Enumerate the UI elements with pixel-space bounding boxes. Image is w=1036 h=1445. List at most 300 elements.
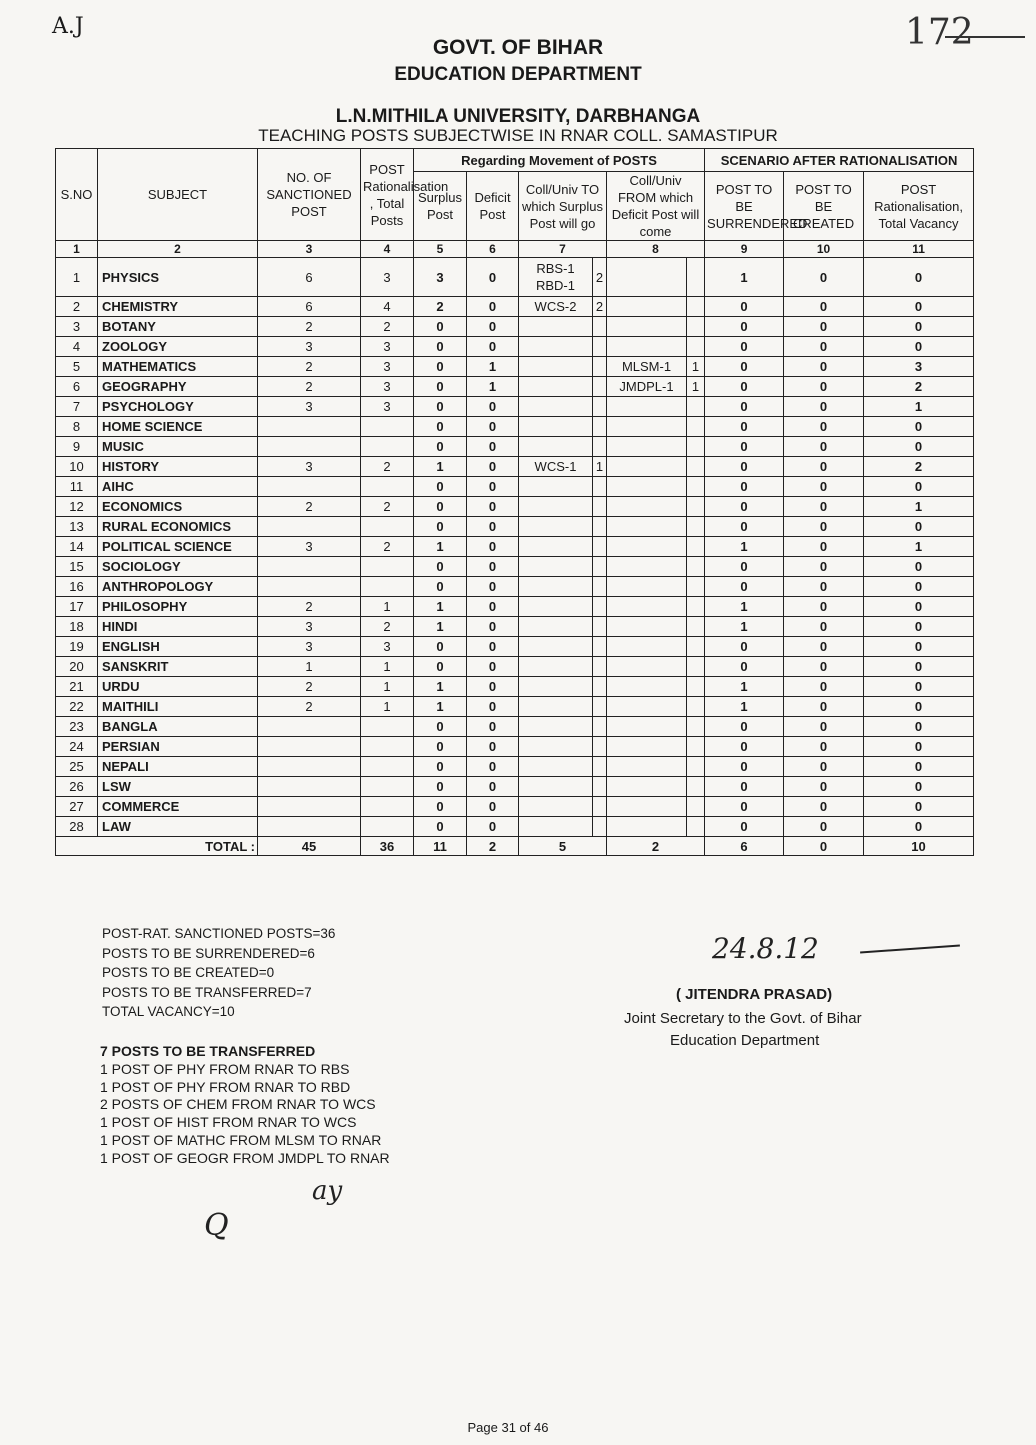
cell-to-count (593, 437, 607, 457)
cell-post-rationalisation: 1 (361, 657, 414, 677)
colnum: 7 (519, 241, 607, 258)
cell-subject: PSYCHOLOGY (98, 397, 258, 417)
cell-post-rationalisation: 2 (361, 457, 414, 477)
cell-deficit: 0 (467, 777, 519, 797)
cell-vacancy: 0 (864, 757, 974, 777)
cell-surrender: 0 (705, 817, 784, 837)
cell-to-count (593, 657, 607, 677)
cell-surplus: 2 (414, 297, 467, 317)
cell-vacancy: 0 (864, 657, 974, 677)
cell-to (519, 757, 593, 777)
table-row (56, 377, 974, 397)
cell-surrender: 0 (705, 577, 784, 597)
cell-vacancy: 0 (864, 637, 974, 657)
cell-from (607, 497, 687, 517)
cell-post-rationalisation: 1 (361, 677, 414, 697)
cell-vacancy: 0 (864, 677, 974, 697)
cell-vacancy: 0 (864, 697, 974, 717)
cell-surplus: 0 (414, 637, 467, 657)
cell-post-rationalisation (361, 417, 414, 437)
cell-sno: 23 (56, 717, 98, 737)
cell-to-count (593, 337, 607, 357)
cell-created: 0 (784, 437, 864, 457)
cell-to-count (593, 757, 607, 777)
total-deficit: 2 (467, 837, 519, 856)
cell-post-rationalisation (361, 517, 414, 537)
colnum: 5 (414, 241, 467, 258)
cell-sanctioned: 1 (258, 657, 361, 677)
cell-surrender: 0 (705, 797, 784, 817)
cell-from-count (687, 258, 705, 297)
cell-created: 0 (784, 717, 864, 737)
total-created: 0 (784, 837, 864, 856)
cell-vacancy: 0 (864, 417, 974, 437)
cell-sanctioned (258, 557, 361, 577)
cell-surrender: 0 (705, 637, 784, 657)
cell-from-count (687, 597, 705, 617)
cell-created: 0 (784, 337, 864, 357)
corner-handwritten-mark: A.J (52, 14, 84, 39)
cell-sno: 21 (56, 677, 98, 697)
cell-post-rationalisation: 3 (361, 337, 414, 357)
cell-surplus: 0 (414, 517, 467, 537)
cell-to (519, 737, 593, 757)
cell-sno: 1 (56, 258, 98, 297)
cell-surrender: 0 (705, 777, 784, 797)
cell-created: 0 (784, 517, 864, 537)
cell-to (519, 477, 593, 497)
cell-created: 0 (784, 757, 864, 777)
cell-from (607, 637, 687, 657)
cell-from (607, 477, 687, 497)
cell-deficit: 1 (467, 377, 519, 397)
cell-created: 0 (784, 397, 864, 417)
cell-deficit: 0 (467, 497, 519, 517)
colnum: 11 (864, 241, 974, 258)
cell-to (519, 817, 593, 837)
cell-deficit: 0 (467, 737, 519, 757)
cell-sanctioned: 2 (258, 497, 361, 517)
table-row (56, 677, 974, 697)
cell-from-count (687, 677, 705, 697)
cell-subject: BOTANY (98, 317, 258, 337)
cell-subject: MAITHILI (98, 697, 258, 717)
cell-from-count (687, 437, 705, 457)
cell-sno: 19 (56, 637, 98, 657)
cell-subject: ENGLISH (98, 637, 258, 657)
cell-from (607, 777, 687, 797)
cell-from (607, 597, 687, 617)
table-row (56, 617, 974, 637)
cell-created: 0 (784, 417, 864, 437)
cell-post-rationalisation (361, 737, 414, 757)
cell-sanctioned: 2 (258, 597, 361, 617)
table-row (56, 417, 974, 437)
table-row (56, 597, 974, 617)
cell-surplus: 0 (414, 497, 467, 517)
cell-created: 0 (784, 657, 864, 677)
colnum: 9 (705, 241, 784, 258)
cell-created: 0 (784, 677, 864, 697)
cell-subject: MUSIC (98, 437, 258, 457)
total-label: TOTAL : (56, 837, 258, 856)
cell-from-count (687, 817, 705, 837)
cell-surrender: 0 (705, 717, 784, 737)
cell-to (519, 577, 593, 597)
cell-post-rationalisation: 3 (361, 377, 414, 397)
cell-vacancy: 1 (864, 397, 974, 417)
cell-created: 0 (784, 477, 864, 497)
transfers-heading: 7 POSTS TO BE TRANSFERRED (100, 1043, 316, 1059)
cell-created: 0 (784, 737, 864, 757)
colnum: 8 (607, 241, 705, 258)
cell-from (607, 297, 687, 317)
cell-vacancy: 3 (864, 357, 974, 377)
cell-sno: 24 (56, 737, 98, 757)
cell-to-count (593, 557, 607, 577)
cell-deficit: 0 (467, 797, 519, 817)
cell-sno: 27 (56, 797, 98, 817)
cell-vacancy: 0 (864, 258, 974, 297)
handwritten-initials: Q (204, 1208, 229, 1243)
cell-surrender: 0 (705, 357, 784, 377)
cell-surplus: 0 (414, 777, 467, 797)
transfer-item: 1 POST OF PHY FROM RNAR TO RBD (100, 1078, 351, 1095)
cell-from (607, 797, 687, 817)
cell-vacancy: 1 (864, 497, 974, 517)
cell-vacancy: 0 (864, 337, 974, 357)
cell-to (519, 357, 593, 377)
cell-subject: ECONOMICS (98, 497, 258, 517)
header-from: Coll/Univ FROM which Deficit Post will come (607, 172, 705, 241)
cell-sanctioned (258, 777, 361, 797)
cell-from (607, 677, 687, 697)
cell-post-rationalisation (361, 577, 414, 597)
cell-post-rationalisation: 2 (361, 317, 414, 337)
cell-surplus: 1 (414, 617, 467, 637)
cell-created: 0 (784, 557, 864, 577)
table-row (56, 697, 974, 717)
cell-deficit: 1 (467, 357, 519, 377)
cell-to-count: 2 (593, 297, 607, 317)
cell-surplus: 0 (414, 757, 467, 777)
cell-to-count (593, 717, 607, 737)
cell-from-count (687, 537, 705, 557)
cell-deficit: 0 (467, 577, 519, 597)
cell-post-rationalisation: 2 (361, 537, 414, 557)
cell-vacancy: 0 (864, 297, 974, 317)
cell-to-count (593, 417, 607, 437)
table-row (56, 817, 974, 837)
signatory-department: Education Department (670, 1032, 820, 1049)
cell-from (607, 817, 687, 837)
cell-surplus: 0 (414, 377, 467, 397)
cell-surrender: 0 (705, 397, 784, 417)
cell-to-count (593, 477, 607, 497)
transfer-item: 1 POST OF GEOGR FROM JMDPL TO RNAR (100, 1149, 390, 1166)
cell-subject: CHEMISTRY (98, 297, 258, 317)
cell-from-count (687, 477, 705, 497)
cell-sno: 12 (56, 497, 98, 517)
cell-created: 0 (784, 817, 864, 837)
colnum: 4 (361, 241, 414, 258)
cell-to: WCS-2 (519, 297, 593, 317)
table-body (56, 241, 974, 856)
cell-subject: HINDI (98, 617, 258, 637)
cell-subject: PHYSICS (98, 258, 258, 297)
cell-sanctioned: 2 (258, 317, 361, 337)
cell-subject: URDU (98, 677, 258, 697)
cell-to-count (593, 617, 607, 637)
cell-from (607, 317, 687, 337)
signatory-name: ( JITENDRA PRASAD) (676, 986, 833, 1003)
cell-surrender: 0 (705, 457, 784, 477)
cell-to: RBS-1 RBD-1 (519, 258, 593, 297)
cell-sno: 17 (56, 597, 98, 617)
header-surrender: POST TO BE SURRENDERED (705, 172, 784, 241)
cell-surplus: 0 (414, 717, 467, 737)
cell-from: MLSM-1 (607, 357, 687, 377)
cell-surplus: 0 (414, 657, 467, 677)
cell-to (519, 677, 593, 697)
cell-sanctioned: 2 (258, 377, 361, 397)
cell-surplus: 1 (414, 457, 467, 477)
cell-deficit: 0 (467, 677, 519, 697)
cell-surrender: 0 (705, 737, 784, 757)
cell-to (519, 437, 593, 457)
header-to: Coll/Univ TO which Surplus Post will go (519, 172, 607, 241)
cell-surplus: 1 (414, 537, 467, 557)
summary-line: POSTS TO BE CREATED=0 (102, 965, 275, 980)
cell-from-count (687, 557, 705, 577)
cell-surplus: 0 (414, 417, 467, 437)
cell-surplus: 0 (414, 557, 467, 577)
table-row (56, 637, 974, 657)
cell-sanctioned (258, 797, 361, 817)
cell-deficit: 0 (467, 657, 519, 677)
cell-from-count (687, 517, 705, 537)
cell-from (607, 657, 687, 677)
cell-surrender: 0 (705, 477, 784, 497)
cell-deficit: 0 (467, 437, 519, 457)
cell-from (607, 757, 687, 777)
transfer-item: 1 POST OF HIST FROM RNAR TO WCS (100, 1114, 357, 1131)
cell-from-count (687, 417, 705, 437)
cell-sno: 18 (56, 617, 98, 637)
cell-surplus: 1 (414, 597, 467, 617)
cell-created: 0 (784, 457, 864, 477)
cell-from-count (687, 317, 705, 337)
cell-sanctioned: 6 (258, 258, 361, 297)
table-row (56, 337, 974, 357)
cell-subject: RURAL ECONOMICS (98, 517, 258, 537)
cell-subject: PHILOSOPHY (98, 597, 258, 617)
cell-to (519, 417, 593, 437)
total-surrender: 6 (705, 837, 784, 856)
cell-sno: 14 (56, 537, 98, 557)
cell-to (519, 797, 593, 817)
cell-sanctioned (258, 717, 361, 737)
cell-from (607, 737, 687, 757)
cell-from-count (687, 457, 705, 477)
cell-sno: 4 (56, 337, 98, 357)
cell-sno: 8 (56, 417, 98, 437)
total-sanctioned: 45 (258, 837, 361, 856)
cell-surrender: 1 (705, 697, 784, 717)
table-row (56, 757, 974, 777)
table-row (56, 517, 974, 537)
table-row (56, 497, 974, 517)
cell-sno: 3 (56, 317, 98, 337)
cell-subject: AIHC (98, 477, 258, 497)
cell-subject: HOME SCIENCE (98, 417, 258, 437)
cell-deficit: 0 (467, 317, 519, 337)
cell-deficit: 0 (467, 717, 519, 737)
govt-heading: GOVT. OF BIHAR (432, 36, 604, 59)
cell-deficit: 0 (467, 697, 519, 717)
cell-surrender: 0 (705, 497, 784, 517)
cell-sanctioned: 3 (258, 537, 361, 557)
table-row (56, 797, 974, 817)
cell-surrender: 0 (705, 557, 784, 577)
cell-from (607, 258, 687, 297)
cell-surrender: 0 (705, 437, 784, 457)
cell-sno: 13 (56, 517, 98, 537)
cell-subject: ZOOLOGY (98, 337, 258, 357)
cell-surrender: 1 (705, 258, 784, 297)
cell-created: 0 (784, 377, 864, 397)
cell-to (519, 497, 593, 517)
cell-to (519, 317, 593, 337)
cell-created: 0 (784, 497, 864, 517)
group-movement: Regarding Movement of POSTS (414, 149, 705, 172)
posts-table (55, 148, 974, 856)
cell-to (519, 617, 593, 637)
cell-deficit: 0 (467, 757, 519, 777)
colnum: 3 (258, 241, 361, 258)
page-footer: Page 31 of 46 (467, 1420, 549, 1435)
cell-subject: MATHEMATICS (98, 357, 258, 377)
cell-sanctioned: 3 (258, 337, 361, 357)
cell-to-count (593, 677, 607, 697)
cell-from-count (687, 617, 705, 637)
cell-surrender: 1 (705, 537, 784, 557)
handwritten-page-number: 172 (905, 12, 974, 53)
cell-from (607, 517, 687, 537)
cell-to: WCS-1 (519, 457, 593, 477)
cell-to-count (593, 697, 607, 717)
cell-to-count (593, 537, 607, 557)
cell-deficit: 0 (467, 617, 519, 637)
cell-from (607, 337, 687, 357)
summary-block (102, 924, 335, 1022)
cell-surplus: 0 (414, 337, 467, 357)
cell-to (519, 777, 593, 797)
cell-to-count (593, 397, 607, 417)
cell-created: 0 (784, 297, 864, 317)
cell-from-count (687, 577, 705, 597)
cell-subject: LAW (98, 817, 258, 837)
colnum: 6 (467, 241, 519, 258)
cell-deficit: 0 (467, 417, 519, 437)
header-sno: S.NO (56, 149, 98, 241)
cell-surplus: 0 (414, 317, 467, 337)
cell-created: 0 (784, 597, 864, 617)
cell-from-count (687, 657, 705, 677)
cell-subject: SOCIOLOGY (98, 557, 258, 577)
cell-vacancy: 0 (864, 557, 974, 577)
table-title: TEACHING POSTS SUBJECTWISE IN RNAR COLL. SAMASTIPUR (258, 126, 778, 145)
cell-sanctioned (258, 757, 361, 777)
cell-surrender: 0 (705, 757, 784, 777)
cell-sanctioned (258, 517, 361, 537)
cell-sno: 6 (56, 377, 98, 397)
cell-created: 0 (784, 617, 864, 637)
cell-to (519, 377, 593, 397)
header-created: POST TO BE CREATED (784, 172, 864, 241)
cell-subject: COMMERCE (98, 797, 258, 817)
cell-sno: 22 (56, 697, 98, 717)
cell-sno: 20 (56, 657, 98, 677)
cell-post-rationalisation: 1 (361, 697, 414, 717)
cell-to-count: 1 (593, 457, 607, 477)
cell-from-count (687, 637, 705, 657)
cell-sanctioned: 3 (258, 457, 361, 477)
cell-surrender: 0 (705, 417, 784, 437)
cell-surrender: 1 (705, 617, 784, 637)
total-surplus: 11 (414, 837, 467, 856)
cell-from (607, 577, 687, 597)
header-vacancy: POST Rationalisation, Total Vacancy (864, 172, 974, 241)
cell-subject: LSW (98, 777, 258, 797)
summary-line: POST-RAT. SANCTIONED POSTS=36 (102, 926, 336, 941)
cell-subject: PERSIAN (98, 737, 258, 757)
cell-post-rationalisation: 3 (361, 357, 414, 377)
header-surplus: Surplus Post (414, 172, 467, 241)
signatory-title: Joint Secretary to the Govt. of Bihar (624, 1010, 862, 1027)
cell-sanctioned: 2 (258, 357, 361, 377)
cell-surplus: 0 (414, 737, 467, 757)
cell-to (519, 517, 593, 537)
cell-surplus: 0 (414, 437, 467, 457)
cell-to-count (593, 357, 607, 377)
cell-surrender: 0 (705, 657, 784, 677)
cell-to-count (593, 777, 607, 797)
cell-created: 0 (784, 258, 864, 297)
cell-subject: GEOGRAPHY (98, 377, 258, 397)
cell-created: 0 (784, 637, 864, 657)
cell-vacancy: 0 (864, 597, 974, 617)
total-row (56, 837, 974, 856)
cell-surplus: 3 (414, 258, 467, 297)
total-to: 5 (519, 837, 607, 856)
total-post-rationalisation: 36 (361, 837, 414, 856)
cell-post-rationalisation (361, 797, 414, 817)
cell-from (607, 457, 687, 477)
cell-from (607, 417, 687, 437)
cell-to-count (593, 577, 607, 597)
cell-sno: 28 (56, 817, 98, 837)
cell-surrender: 0 (705, 297, 784, 317)
table-row (56, 577, 974, 597)
cell-sanctioned (258, 437, 361, 457)
cell-sanctioned: 3 (258, 617, 361, 637)
cell-sno: 16 (56, 577, 98, 597)
cell-sno: 5 (56, 357, 98, 377)
cell-surrender: 0 (705, 337, 784, 357)
cell-from-count (687, 717, 705, 737)
cell-from-count (687, 397, 705, 417)
